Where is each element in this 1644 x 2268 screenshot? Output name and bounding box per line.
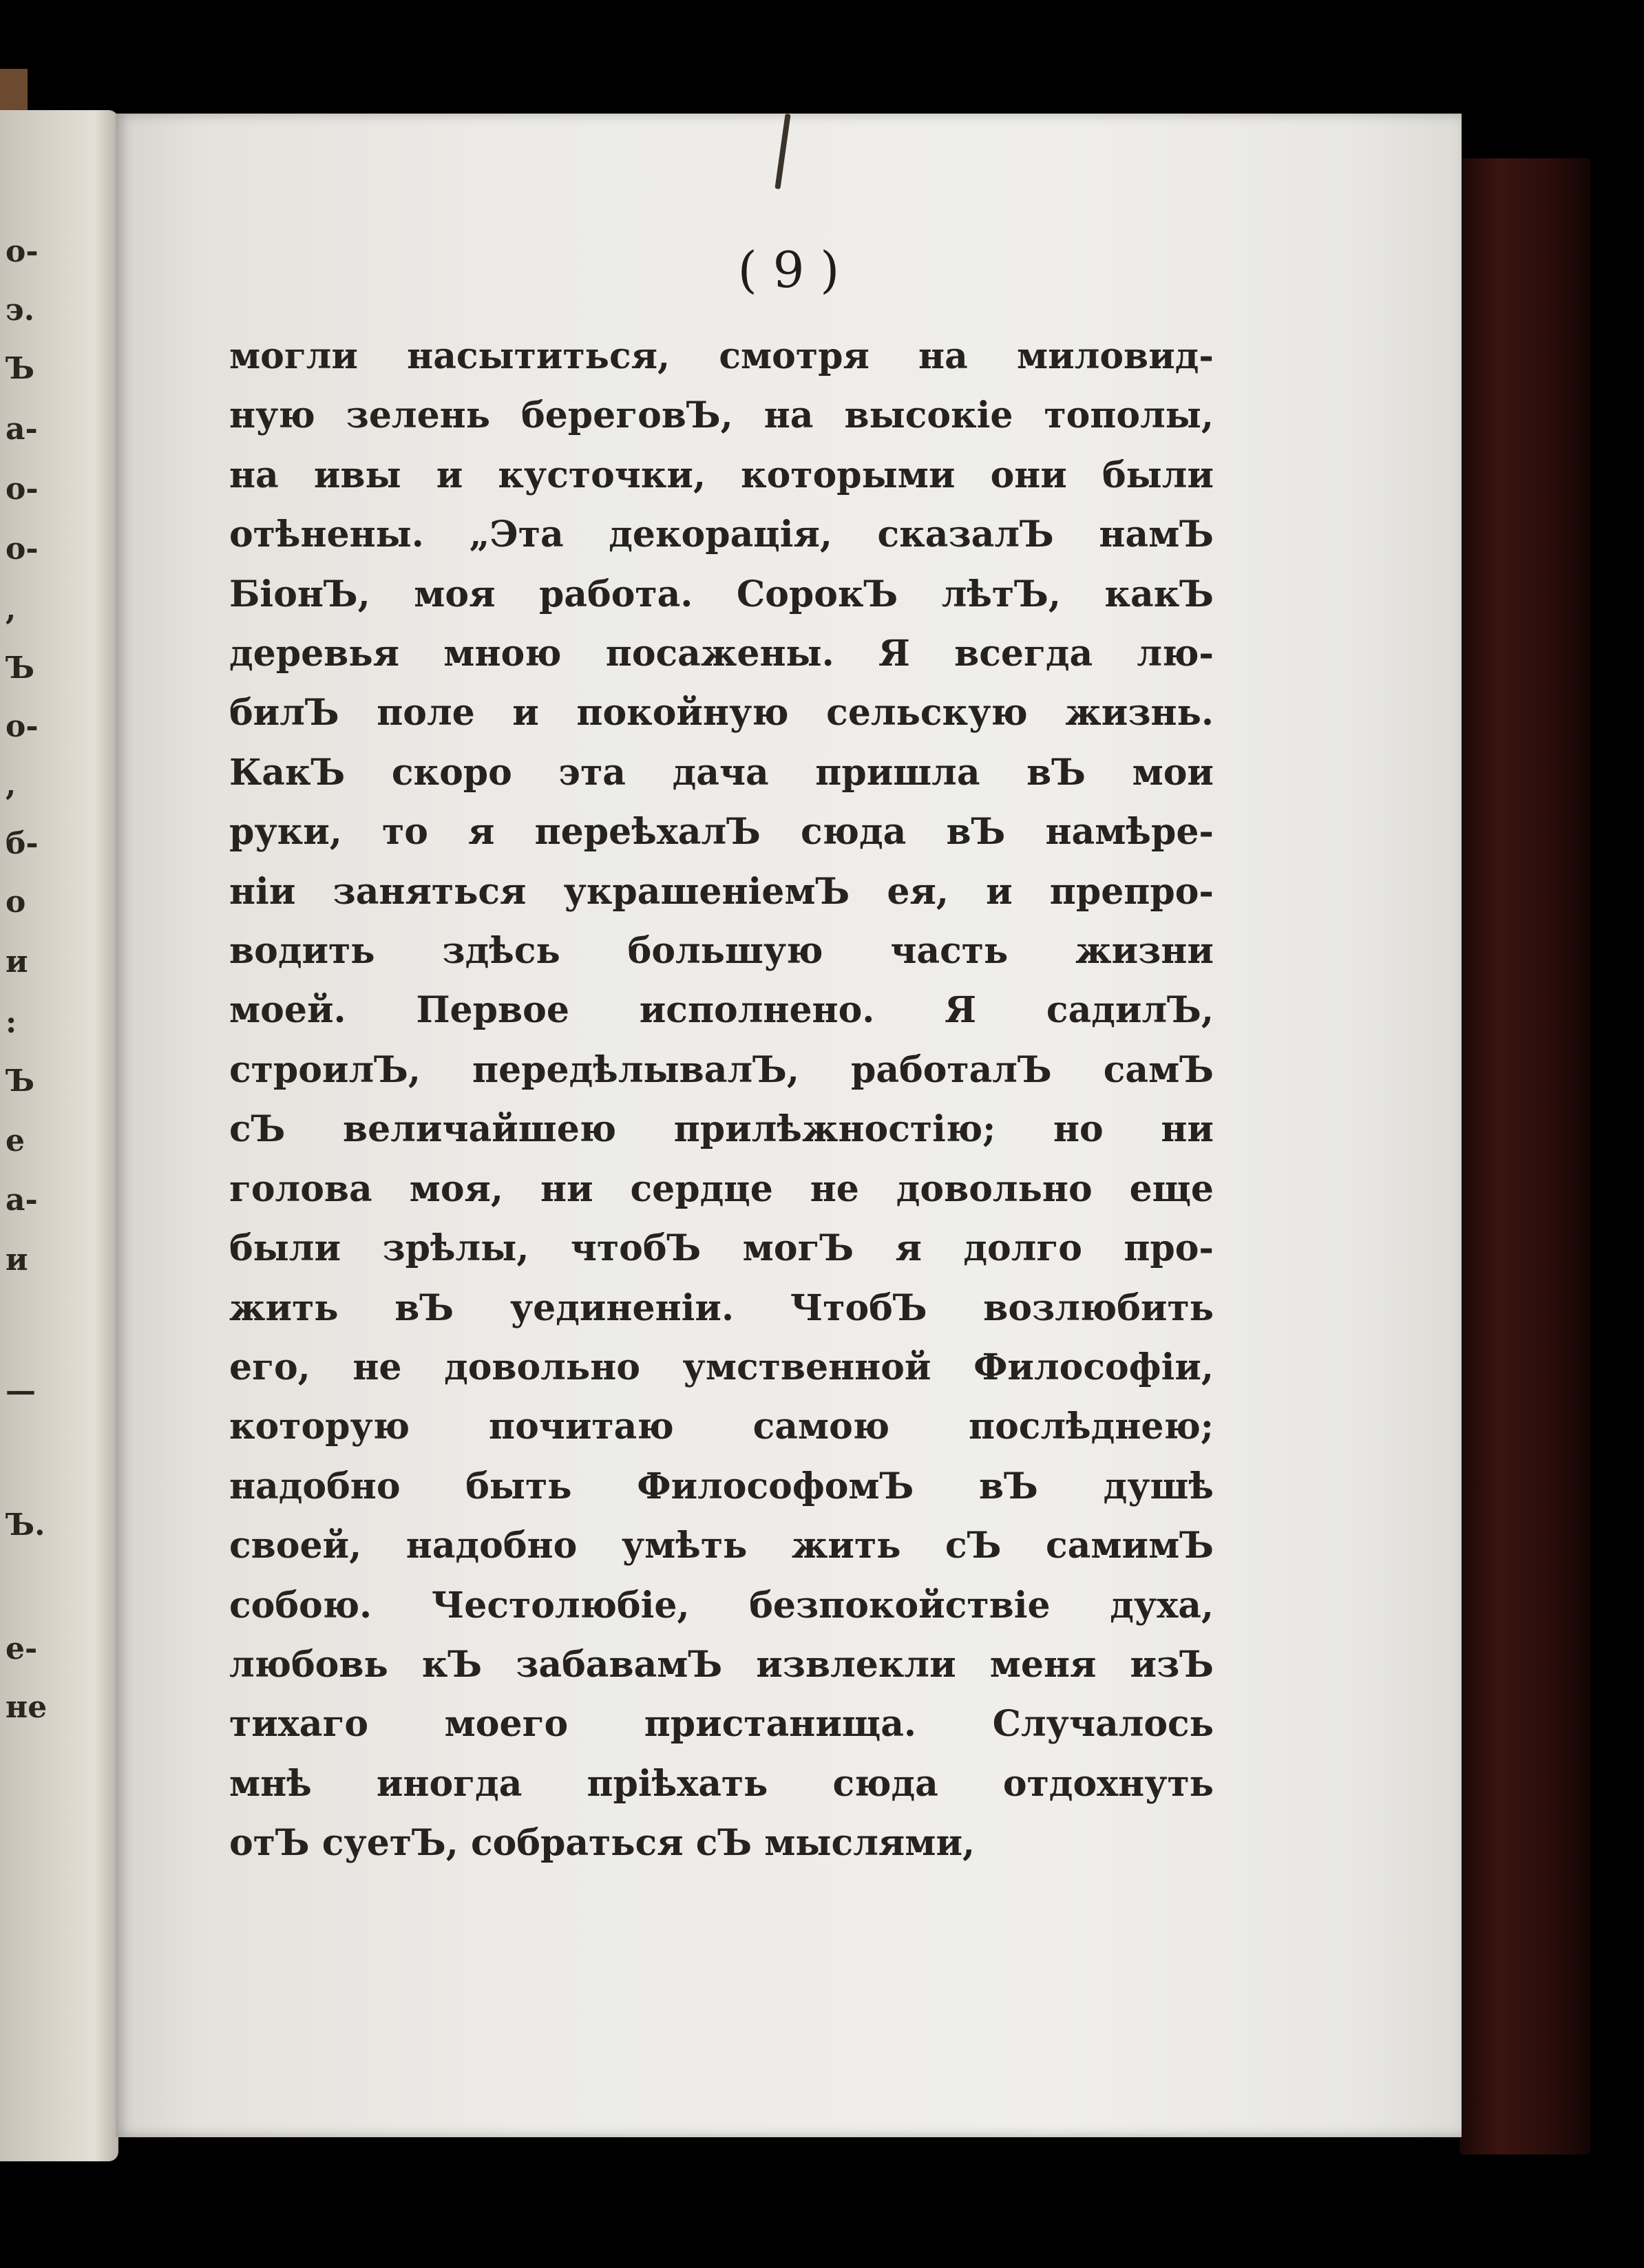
text-line: на ивы и кусточки, которыми они были [229,454,1214,496]
facing-page [0,110,118,2161]
text-line: строилЪ, передѣлывалЪ, работалЪ самЪ [229,1048,1214,1091]
text-line: билЪ поле и покойную сельскую жизнь. [229,692,1214,734]
facing-page-fragment: б- [6,826,39,861]
facing-page-fragment: Ъ [6,351,35,386]
facing-page-fragment: Ъ [6,650,35,686]
facing-page-fragment: о- [6,531,39,566]
page-body-text [229,327,1214,1874]
pencil-mark [774,114,790,189]
facing-page-fragment: , [6,592,17,627]
text-line: отѣнены. „Эта декорація, сказалЪ намЪ [229,513,1214,556]
facing-page-fragment: : [6,1005,17,1040]
facing-page-fragment: о- [6,234,39,269]
text-line: жить вЪ уединеніи. ЧтобЪ возлюбить [229,1286,1214,1329]
facing-page-fragment: э. [6,293,35,328]
text-line: моей. Первое исполнено. Я садилЪ, [229,989,1214,1032]
text-line: собою. Честолюбіе, безпокойствіе духа, [229,1584,1214,1626]
text-line: любовь кЪ забавамЪ извлекли меня изЪ [229,1643,1214,1686]
text-line: могли насытиться, смотря на миловид- [229,335,1214,377]
book-cover-edge [1459,158,1590,2154]
facing-page-fragment: не [6,1690,48,1725]
text-line: своей, надобно умѣть жить сЪ самимЪ [229,1525,1214,1567]
text-line: водить здѣсь большую часть жизни [229,930,1214,973]
text-line: сЪ величайшею прилѣжностію; но ни [229,1108,1214,1151]
text-line: надобно быть ФилософомЪ вЪ душѣ [229,1465,1214,1507]
text-line: ніи заняться украшеніемЪ ея, и препро- [229,870,1214,913]
facing-page-fragment: и [6,944,28,979]
facing-page-fragment: е [6,1123,25,1158]
facing-page-fragment: и [6,1242,28,1278]
facing-page-fragment: , [6,767,17,803]
facing-page-fragment: а- [6,1183,38,1218]
text-line: отЪ суетЪ, собраться сЪ мыслями, [229,1822,976,1865]
facing-page-fragment: о- [6,471,39,507]
page-number: ( 9 ) [737,241,840,299]
text-line: его, не довольно умственной Философіи, [229,1346,1214,1388]
text-line: голова моя, ни сердце не довольно еще [229,1167,1214,1210]
text-line: КакЪ скоро эта дача пришла вЪ мои [229,751,1214,794]
facing-page-fragment: о [6,884,26,920]
text-line: руки, то я переѣхалЪ сюда вЪ намѣре- [229,811,1214,854]
facing-page-fragment: — [6,1373,36,1408]
text-line: которую почитаю самою послѣднею; [229,1406,1214,1448]
facing-page-fragment: е- [6,1631,38,1666]
facing-page-fragment: Ъ [6,1063,35,1099]
text-line: деревья мною посажены. Я всегда лю- [229,633,1214,675]
facing-page-fragment: а- [6,412,38,447]
text-line: тихаго моего пристанища. Случалось [229,1703,1214,1746]
text-line: БіонЪ, моя работа. СорокЪ лѣтЪ, какЪ [229,573,1214,615]
facing-page-fragment: Ъ. [6,1507,45,1543]
text-line: ную зелень береговЪ, на высокіе тополы, [229,394,1214,437]
text-line: были зрѣлы, чтобЪ могЪ я долго про- [229,1227,1214,1270]
facing-page-fragment: о- [6,709,39,744]
book-page [116,114,1462,2137]
text-line: мнѣ иногда пріѣхать сюда отдохнуть [229,1762,1214,1805]
